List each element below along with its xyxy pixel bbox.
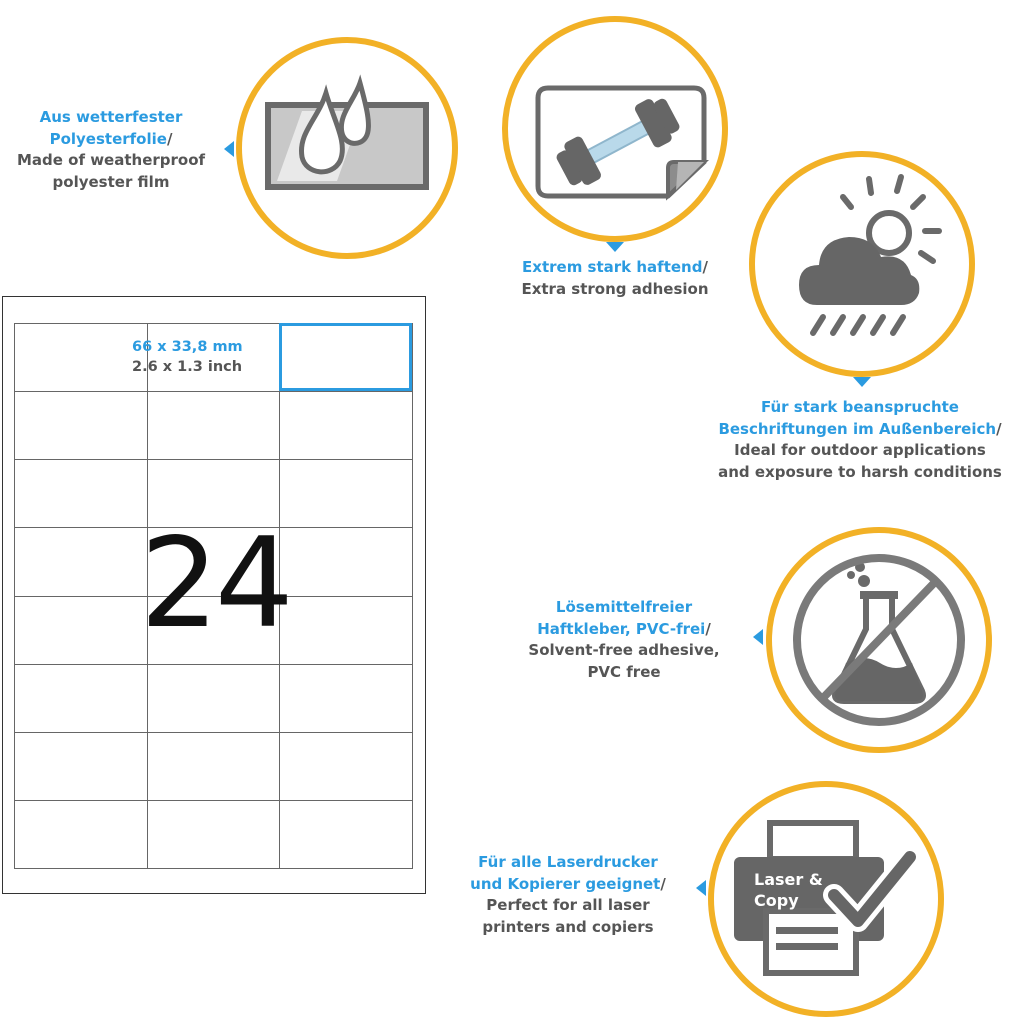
weatherproof-pointer (224, 141, 234, 157)
outdoor-en-line2: and exposure to harsh conditions (718, 462, 1002, 481)
laser-de-line2: und Kopierer geeignet (470, 874, 661, 893)
outdoor-pointer (853, 377, 871, 387)
laser-slash: / (660, 874, 666, 893)
label-cell (147, 323, 281, 392)
outdoor-caption (696, 397, 1024, 483)
solvent-de-line1: Lösemittelfreier (555, 598, 693, 616)
laser-pointer (696, 880, 706, 896)
outdoor-de-line1: Für stark beanspruchte (761, 398, 959, 416)
outdoor-en-line1: Ideal for outdoor applications (734, 441, 986, 459)
label-cell (279, 664, 413, 733)
adhesion-circle (502, 16, 728, 242)
laser-en-line2: printers and copiers (482, 917, 654, 936)
weatherproof-caption (0, 107, 222, 193)
weatherproof-en-line2: polyester film (52, 172, 170, 191)
label-size-mm: 66 x 33,8 mm (132, 339, 243, 355)
label-cell (147, 800, 281, 869)
outdoor-circle (749, 151, 975, 377)
adhesion-de: Extrem stark haftend (522, 258, 703, 276)
weatherproof-en-line1: Made of weatherproof (16, 151, 206, 169)
outdoor-de-line2: Beschriftungen im Außenbereich (718, 419, 997, 438)
water-drops-icon (242, 43, 452, 253)
adhesion-caption (470, 257, 760, 300)
label-cell (147, 664, 281, 733)
weatherproof-slash: / (166, 129, 173, 148)
no-chemicals-icon (772, 533, 986, 747)
laser-badge-line2: Copy (754, 891, 799, 910)
label-cell (279, 596, 413, 665)
label-cell (14, 732, 148, 801)
adhesion-pointer (606, 242, 624, 252)
label-size-inch: 2.6 x 1.3 inch (132, 359, 243, 375)
label-cell (279, 800, 413, 869)
label-cell (147, 391, 281, 460)
label-cell (279, 527, 413, 596)
laser-de-line1: Für alle Laserdrucker (478, 853, 658, 871)
solvent-circle (766, 527, 992, 753)
label-cell (279, 391, 413, 460)
solvent-de-line2: Haftkleber, PVC-frei (537, 619, 706, 638)
laser-badge-line1: Laser & (754, 870, 823, 889)
laser-badge-text (754, 869, 823, 911)
weatherproof-de-line1: Aus wetterfester (39, 108, 183, 126)
label-count: 24 (140, 512, 290, 656)
solvent-caption (506, 597, 742, 683)
weatherproof-circle (236, 37, 458, 259)
label-cell (14, 664, 148, 733)
solvent-slash: / (705, 619, 711, 638)
outdoor-slash: / (996, 419, 1002, 438)
label-cell (14, 800, 148, 869)
label-cell (14, 391, 148, 460)
adhesion-en: Extra strong adhesion (521, 279, 709, 298)
laser-caption (450, 852, 686, 938)
printer-check-icon (714, 787, 938, 1011)
weatherproof-de-line2: Polyesterfolie (49, 129, 167, 148)
laser-circle (708, 781, 944, 1017)
label-cell (14, 323, 148, 392)
adhesion-slash: / (702, 258, 708, 276)
solvent-en-line1: Solvent-free adhesive, (528, 641, 720, 659)
highlighted-label (279, 323, 412, 391)
label-cell (14, 596, 148, 665)
solvent-pointer (753, 629, 763, 645)
label-cell (147, 732, 281, 801)
solvent-en-line2: PVC free (587, 662, 661, 681)
label-cell (14, 459, 148, 528)
label-cell (279, 732, 413, 801)
sun-rain-cloud-icon (755, 157, 969, 371)
label-cell (279, 459, 413, 528)
dumbbell-label-icon (508, 22, 722, 236)
laser-en-line1: Perfect for all laser (486, 896, 650, 914)
label-cell (14, 527, 148, 596)
